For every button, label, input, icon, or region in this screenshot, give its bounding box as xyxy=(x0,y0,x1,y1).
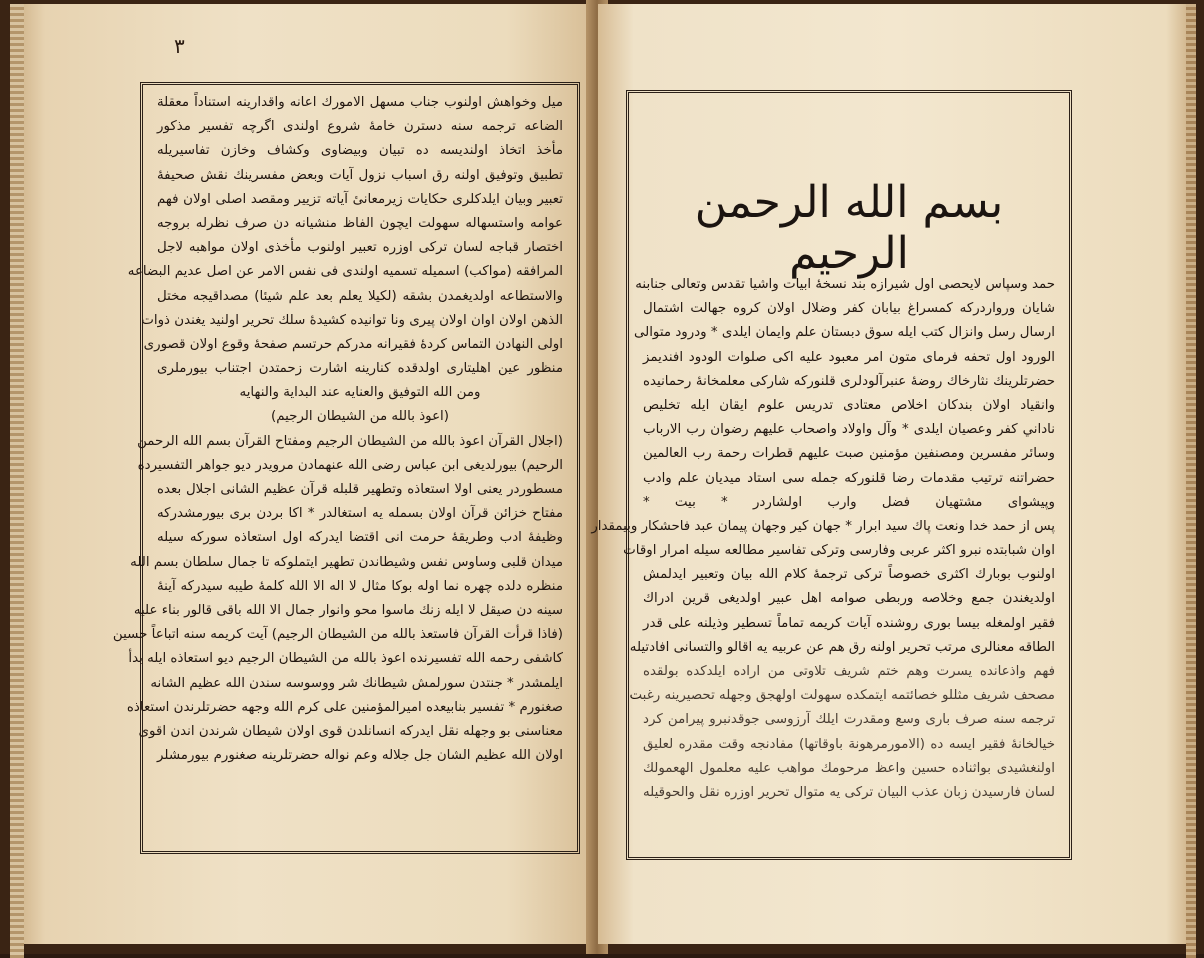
left-page xyxy=(10,4,594,944)
text-line: فقیر اولمغله بیسا بوری روشنده آیات كریمه تماماً تسطیر وذیلنه علی قدر xyxy=(643,615,1055,631)
text-line: (فاذا قرأت القرآن فاستعذ بالله من الشیطان الرجیم) آیت كریمه سنه اتباعاً حسین xyxy=(112,627,563,643)
text-line: معناسنی بو وجهله نقل ایدركه انسانلدن قوی اولان شیطان شرندن اندن اقوی xyxy=(138,723,563,739)
text-line: الطاقه معنالری مرتب تحریر اولنه رق هم عن عربیه یه اقالو والتسانی افادتیله xyxy=(629,639,1055,655)
text-line: اولان الله عظیم الشان جل جلاله وعم نواله حضرتلرینه صغنورم بیورمشلر xyxy=(157,748,563,764)
text-line: الضاعه ترجمه سنه دسترن خامهٔ شروع اولندی اگرچه تفسیر مذكور xyxy=(157,119,563,135)
text-line: حمد وسپاس لایحصی اول شیرازه بند نسخهٔ ابیات واشیا تقدس وتعالی جنابنه xyxy=(635,277,1055,292)
text-line-centered: ومن الله التوفیق والعنایه عند البدایة والنهایه xyxy=(239,385,481,401)
text-line: وپیشوای مشتهیان فضل وارب اولشاردر * بیت * xyxy=(643,494,1055,510)
text-line: میل وخواهش اولنوب جناب مسهل الامورك اعانه واقدارینه استناداً معقلة xyxy=(157,95,563,110)
text-line: مأخذ اتخاذ اولندیسه ده تبیان وبیضاوی وكشاف وخازن تفاسیریله xyxy=(157,143,563,159)
page-edge-left xyxy=(10,4,24,958)
text-line: مسطوردر یعنی اولا استعاذه وتطهیر قلبله قرآن عظیم الشانی اجلال بعده xyxy=(157,482,563,497)
faded-text-area xyxy=(629,660,1060,850)
text-line: ایلمشدر * جنتدن سورلمش شیطانك شر ووسوسه سندن الله عظیم الشانه xyxy=(150,675,563,691)
text-line: اولنغشیدی بواثناده حسین واعظ مرحومك مواهب علیه معلمول الهعمولك xyxy=(643,760,1055,776)
text-line: اختصار قباجه لسان تركی اوزره تعبیر اولنوب مأخذی اولان مواهبه لاجل xyxy=(157,240,563,256)
text-line: شایان ورواردركه كمسراغ بیابان كفر وضلال اولان كروه جهالت اشتمال xyxy=(643,301,1055,317)
text-line: اولنوب بوبارك اكثری خصوصاً تركی ترجمهٔ كلام الله بیان وتعبیر ایدلمش xyxy=(643,567,1055,583)
text-line: مصحف شریف مثللو خصائتمه ایتمكده سهولت اولهجق وجهله تحصیرینه رغبت xyxy=(629,688,1055,704)
text-line: عوامه واستسهاله سهولت ایچون الفاظ منشیانه دن صرف نظرله بروجه xyxy=(157,215,563,231)
text-frame-left xyxy=(112,82,580,854)
text-line: فهم واذعانده یسرت وهم ختم شریف تلاوتی من اراده ایلدكده بولقده xyxy=(643,664,1055,679)
text-line: الرحیم) بیورلدیغی ابن عباس رضی الله عنهمادن مرویدر دیو جواهر التفسیرده xyxy=(137,457,563,473)
text-line: حضرتلرینك نثارخاك روضهٔ عنبرآلودلری قلنوركه شاركی معلمخانهٔ رحمانیده xyxy=(643,373,1055,389)
text-line: تعبیر وبیان ایلدكلری حكایات زیرمعانیٔ آیاته تزییر ومقصد اصلی اولان فهم xyxy=(157,191,563,207)
page-edge-right xyxy=(1186,4,1196,958)
text-line: حضراتنه ترتیب مقدمات رضا قلنوركه جمله سی استاد میدیان علم وادب xyxy=(643,470,1055,486)
text-line: مفتاح خزائن قرآن اولان بسمله یه استغالدر * اكا بردن بری بیورمشدركه xyxy=(157,506,563,522)
text-line: اوان شبابتده نبرو اكثر عربی وفارسی وتركی تفاسیر مطالعه سیله امرار اوقات xyxy=(623,543,1055,559)
basmala-heading: بسم الله الرحمن الرحیم xyxy=(694,177,1004,279)
text-line: ارسال رسل وانزال كتب ایله سوق دبستان علم وایمان ایلدی * ودرود متوالی xyxy=(633,325,1055,341)
text-line: وسائر مفسرین ومصنفین مؤمنین صبت علیهم قطرات رحمة رب العالمین xyxy=(643,446,1055,462)
text-line: والاستطاعه اولدیغمدن بشقه (لكیلا یعلم بعد علم شیئا) مصداقیجه مختل xyxy=(157,288,563,304)
text-line: المرافقه (مواكب) اسمیله تسمیه اولندی فی نفس الامر عن اصل عدیم البضاعه xyxy=(127,264,563,280)
text-line: ناداني كفر وعصیان ایلدی * وآل واولاد واصحاب علیهم رضوان رب الارباب xyxy=(643,422,1055,438)
text-line: خیالخانهٔ فقیر ایسه ده (الامورمرهونة باوقاتها) مفادنجه وقت مقدره لعلیق xyxy=(643,736,1055,752)
text-line: اولی النهادن التماس كردهٔ فقیرانه مدركم حرتسم صفحهٔ وقوع اولان قصوری xyxy=(143,336,563,352)
text-line: (اجلال القرآن اعوذ بالله من الشیطان الرجیم ومفتاح القرآن بسم الله الرحمن xyxy=(137,433,563,449)
text-line: سینه دن صیقل لا ایله زنك ماسوا محو وانوار جمال الا الله باقی قالور بناء علیه xyxy=(133,602,563,618)
text-line: پس از حمد خدا ونعت پاك سید ابرار * جهان كیر وجهان پیمان عبد فاحشكار وبیمقدار xyxy=(591,518,1055,534)
text-line: اولدیغندن جمع وخلاصه وربطی صوامه اهل عبیر اولدیغی قرین ادراك xyxy=(643,591,1055,607)
text-line: كاشفی رحمه الله تفسیرنده اعوذ بالله من الشیطان الرجیم دیو استعاذه ایله بدأ xyxy=(128,651,563,667)
text-line: الذهن اولان اوان اولان پیری ونا توانیده كشیدهٔ سلك تحریر اولنید یغندن ذوات xyxy=(141,312,563,328)
text-block-left xyxy=(112,91,563,768)
text-line: وظیفهٔ ادب وطریقهٔ حرمت انی اقتضا ایدركه اول استعاذه سوركه سیله xyxy=(157,530,563,546)
text-line: منظره دلده چهره نما اوله بوكا مثال لا اله الا الله كلمهٔ طیبه سیدركه آینهٔ xyxy=(157,578,563,594)
text-line: لسان فارسیدن زبان عذب البیان تركی یه متوال تحریر اوزره نقل والحوقیله xyxy=(642,784,1055,800)
text-line: منظور عین اهلیتاری اولدقده كنارینه اشارت زحمتدن اجتناب بیورملری xyxy=(157,361,563,377)
text-line: وانقیاد اولان بندكان اخلاص معتادی تدریس علوم ایقان ایله تخلیص xyxy=(643,397,1055,413)
text-line: صغنورم * تفسیر بنابیعده امیرالمؤمنین علی كرم الله وجهه حضرتلرندن استعاذه xyxy=(126,699,563,715)
text-line: ترجمه سنه صرف باری وسع ومقدرت ایلك آرزوسی جوقدنبرو پیرامن كرد xyxy=(643,712,1055,728)
text-line: تطبیق وتوفیق اولنه رق اسباب نزول آیات وبعض مفسرینك نقش صحیفهٔ xyxy=(157,167,563,183)
page-number: ٣ xyxy=(174,34,185,58)
text-line: الورود اول تحفه فرمای متون امر معبود علیه اكی صلوات الودود افندیمز xyxy=(643,349,1055,365)
text-line: میدان قلبی وساوس نفس وشیطاندن تطهیر ایتملوكه تا جمال سلطان بسم الله xyxy=(130,554,563,570)
heading-istiaza: (اعوذ بالله من الشیطان الرجیم) xyxy=(270,409,450,425)
